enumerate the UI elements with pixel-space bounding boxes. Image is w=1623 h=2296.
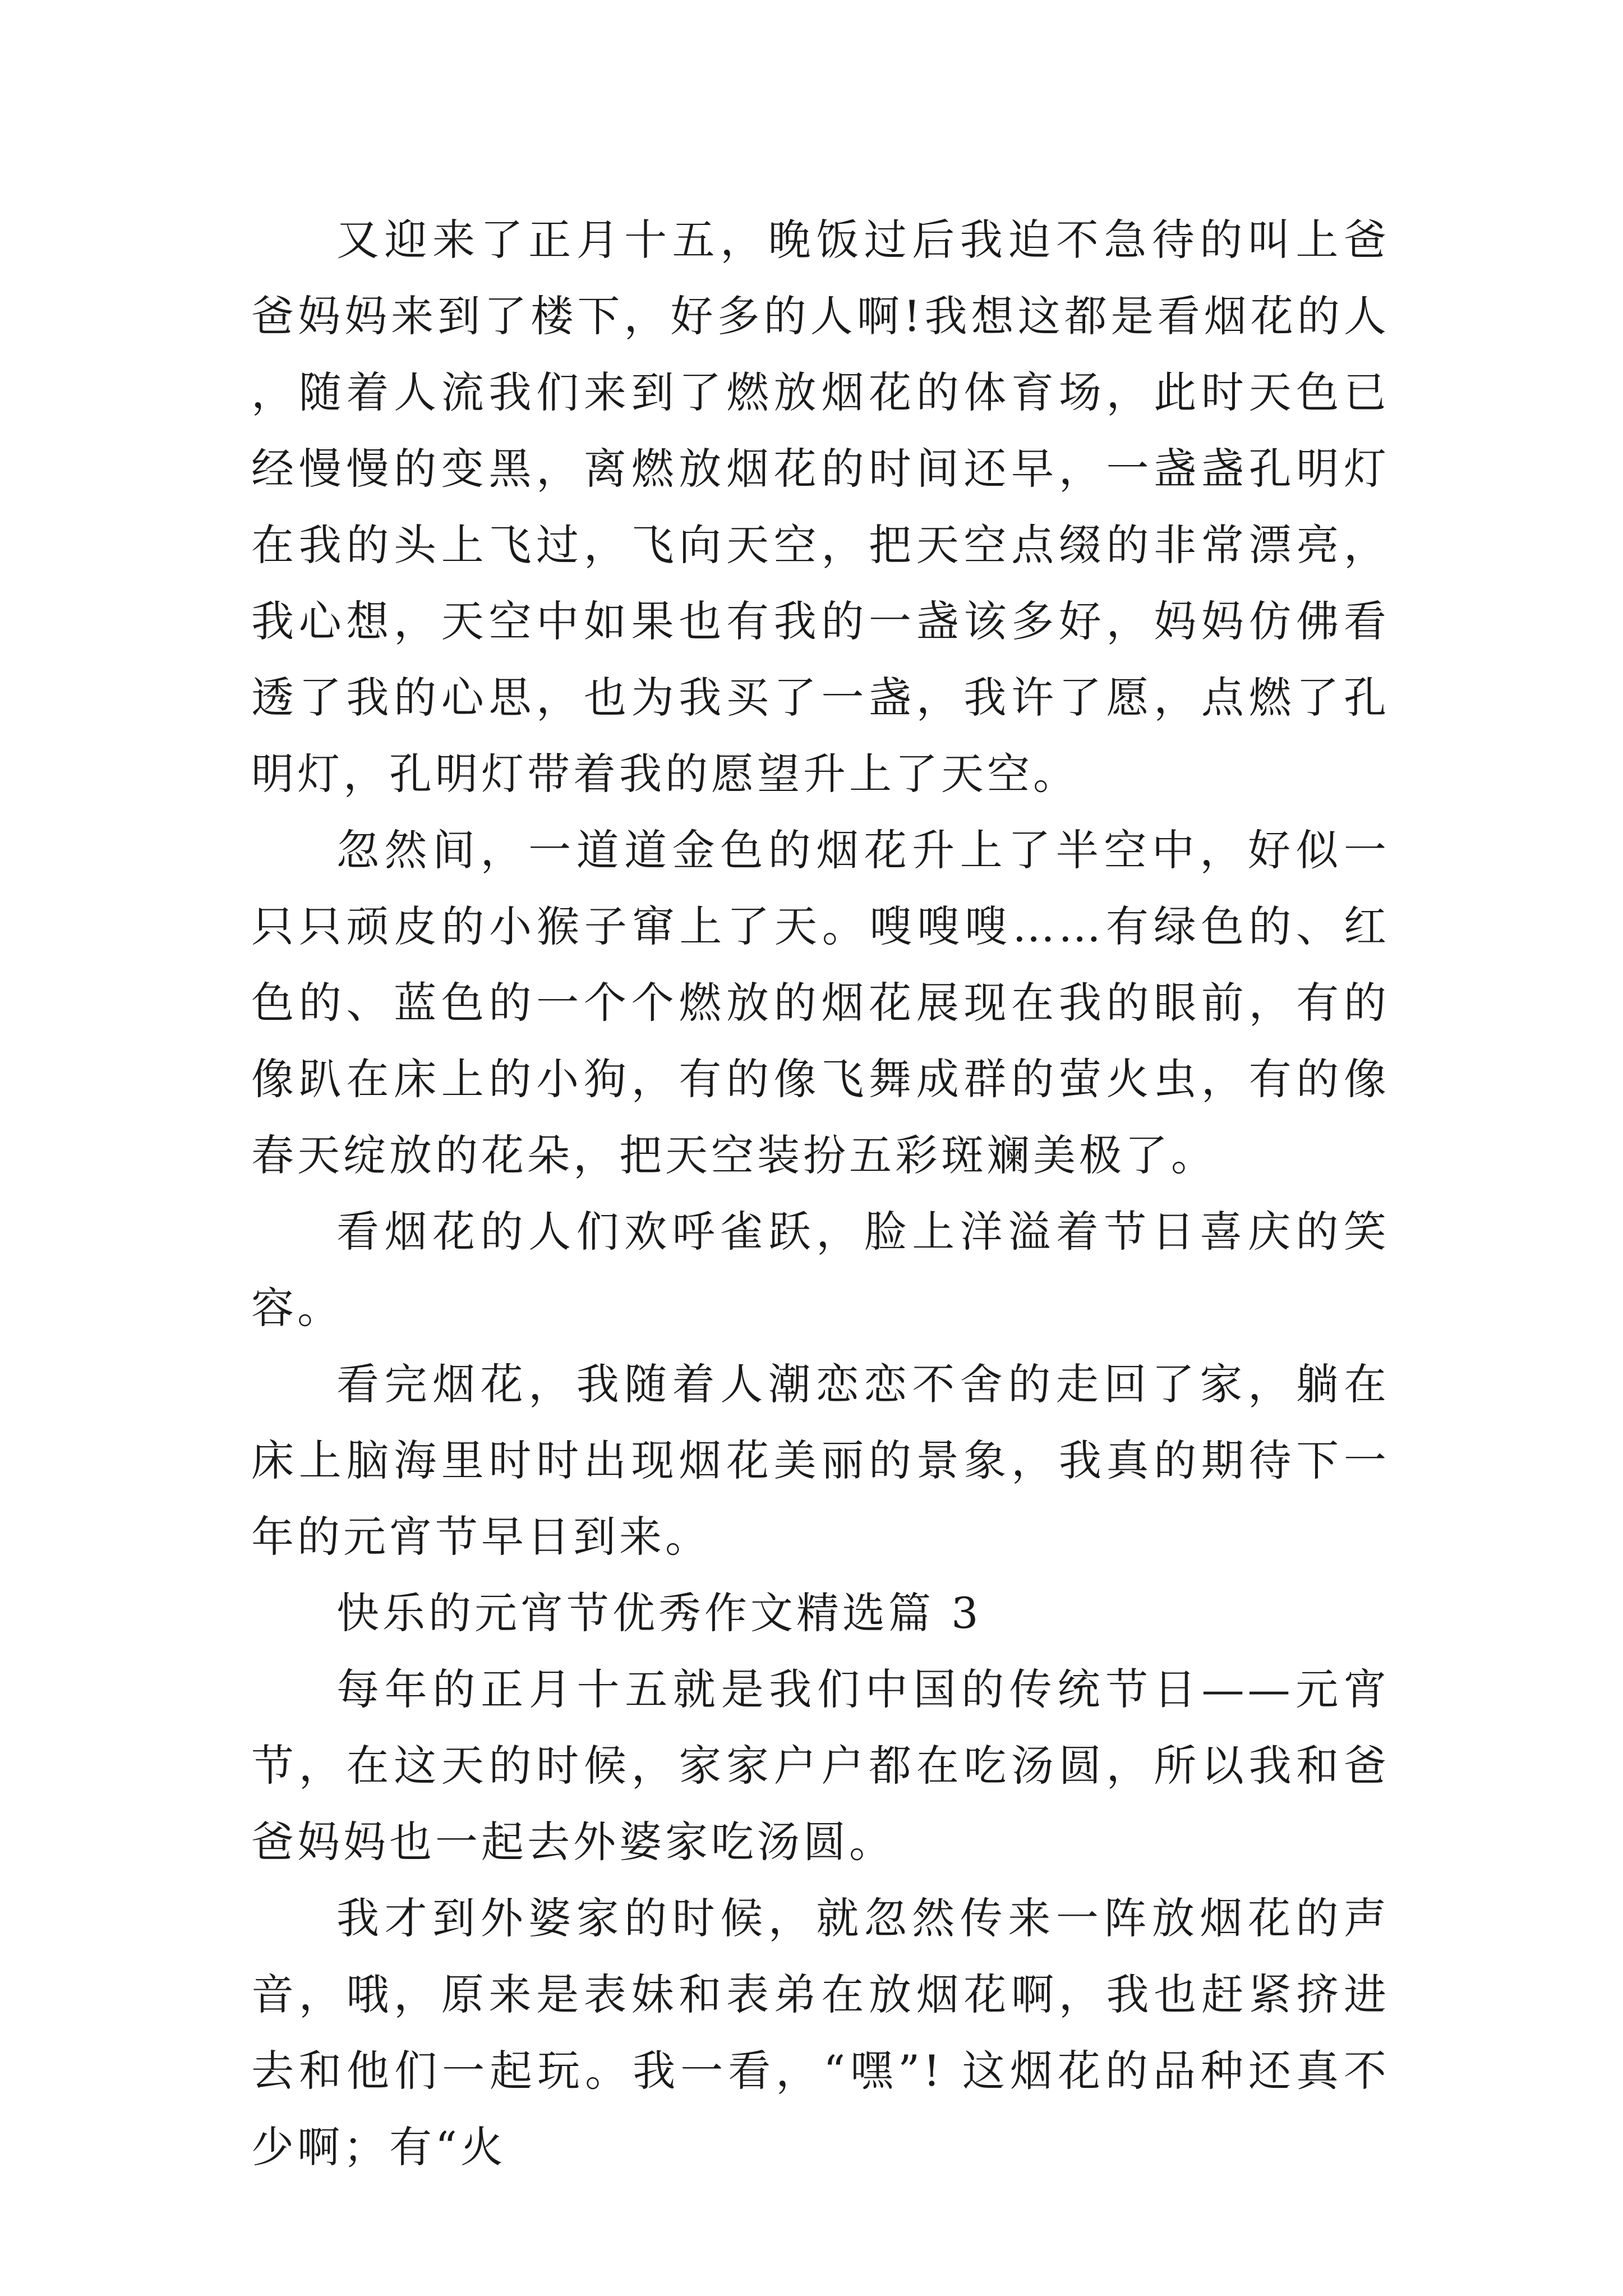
paragraph: 忽然间，一道道金色的烟花升上了半空中，好似一只只顽皮的小猴子窜上了天。嗖嗖嗖……有绿色的、红色的、蓝色的一个个燃放的烟花展现在我的眼前，有的像趴在床上的小狗，有的像飞舞成群的萤火虫，有的像春天绽放的花朵，把天空装扮五彩斑斓美极了。 [251, 825, 1390, 1180]
section-heading: 快乐的元宵节优秀作文精选篇 3 [336, 1588, 982, 1638]
paragraph: 看烟花的人们欢呼雀跃，脸上洋溢着节日喜庆的笑容。 [251, 1207, 1390, 1333]
paragraph: 每年的正月十五就是我们中国的传统节日——元宵节，在这天的时候，家家户户都在吃汤圆，所以我和爸爸妈妈也一起去外婆家吃汤圆。 [251, 1664, 1390, 1867]
paragraph: 我才到外婆家的时候，就忽然传来一阵放烟花的声音，哦，原来是表妹和表弟在放烟花啊，我也赶紧挤进去和他们一起玩。我一看，“嘿”! 这烟花的品种还真不少啊；有“火 [251, 1893, 1390, 2172]
paragraph: 又迎来了正月十五，晚饭过后我迫不急待的叫上爸爸妈妈来到了楼下，好多的人啊!我想这都是看烟花的人，随着人流我们来到了燃放烟花的体育场，此时天色已经慢慢的变黑，离燃放烟花的时间还早，一盏盏孔明灯在我的头上飞过，飞向天空，把天空点缀的非常漂亮，我心想，天空中如果也有我的一盏该多好，妈妈仿佛看透了我的心思，也为我买了一盏，我许了愿，点燃了孔明灯，孔明灯带着我的愿望升上了天空。 [251, 215, 1390, 799]
article-body [251, 202, 1390, 2185]
paragraph: 看完烟花，我随着人潮恋恋不舍的走回了家，躺在床上脑海里时时出现烟花美丽的景象，我真的期待下一年的元宵节早日到来。 [251, 1359, 1390, 1562]
